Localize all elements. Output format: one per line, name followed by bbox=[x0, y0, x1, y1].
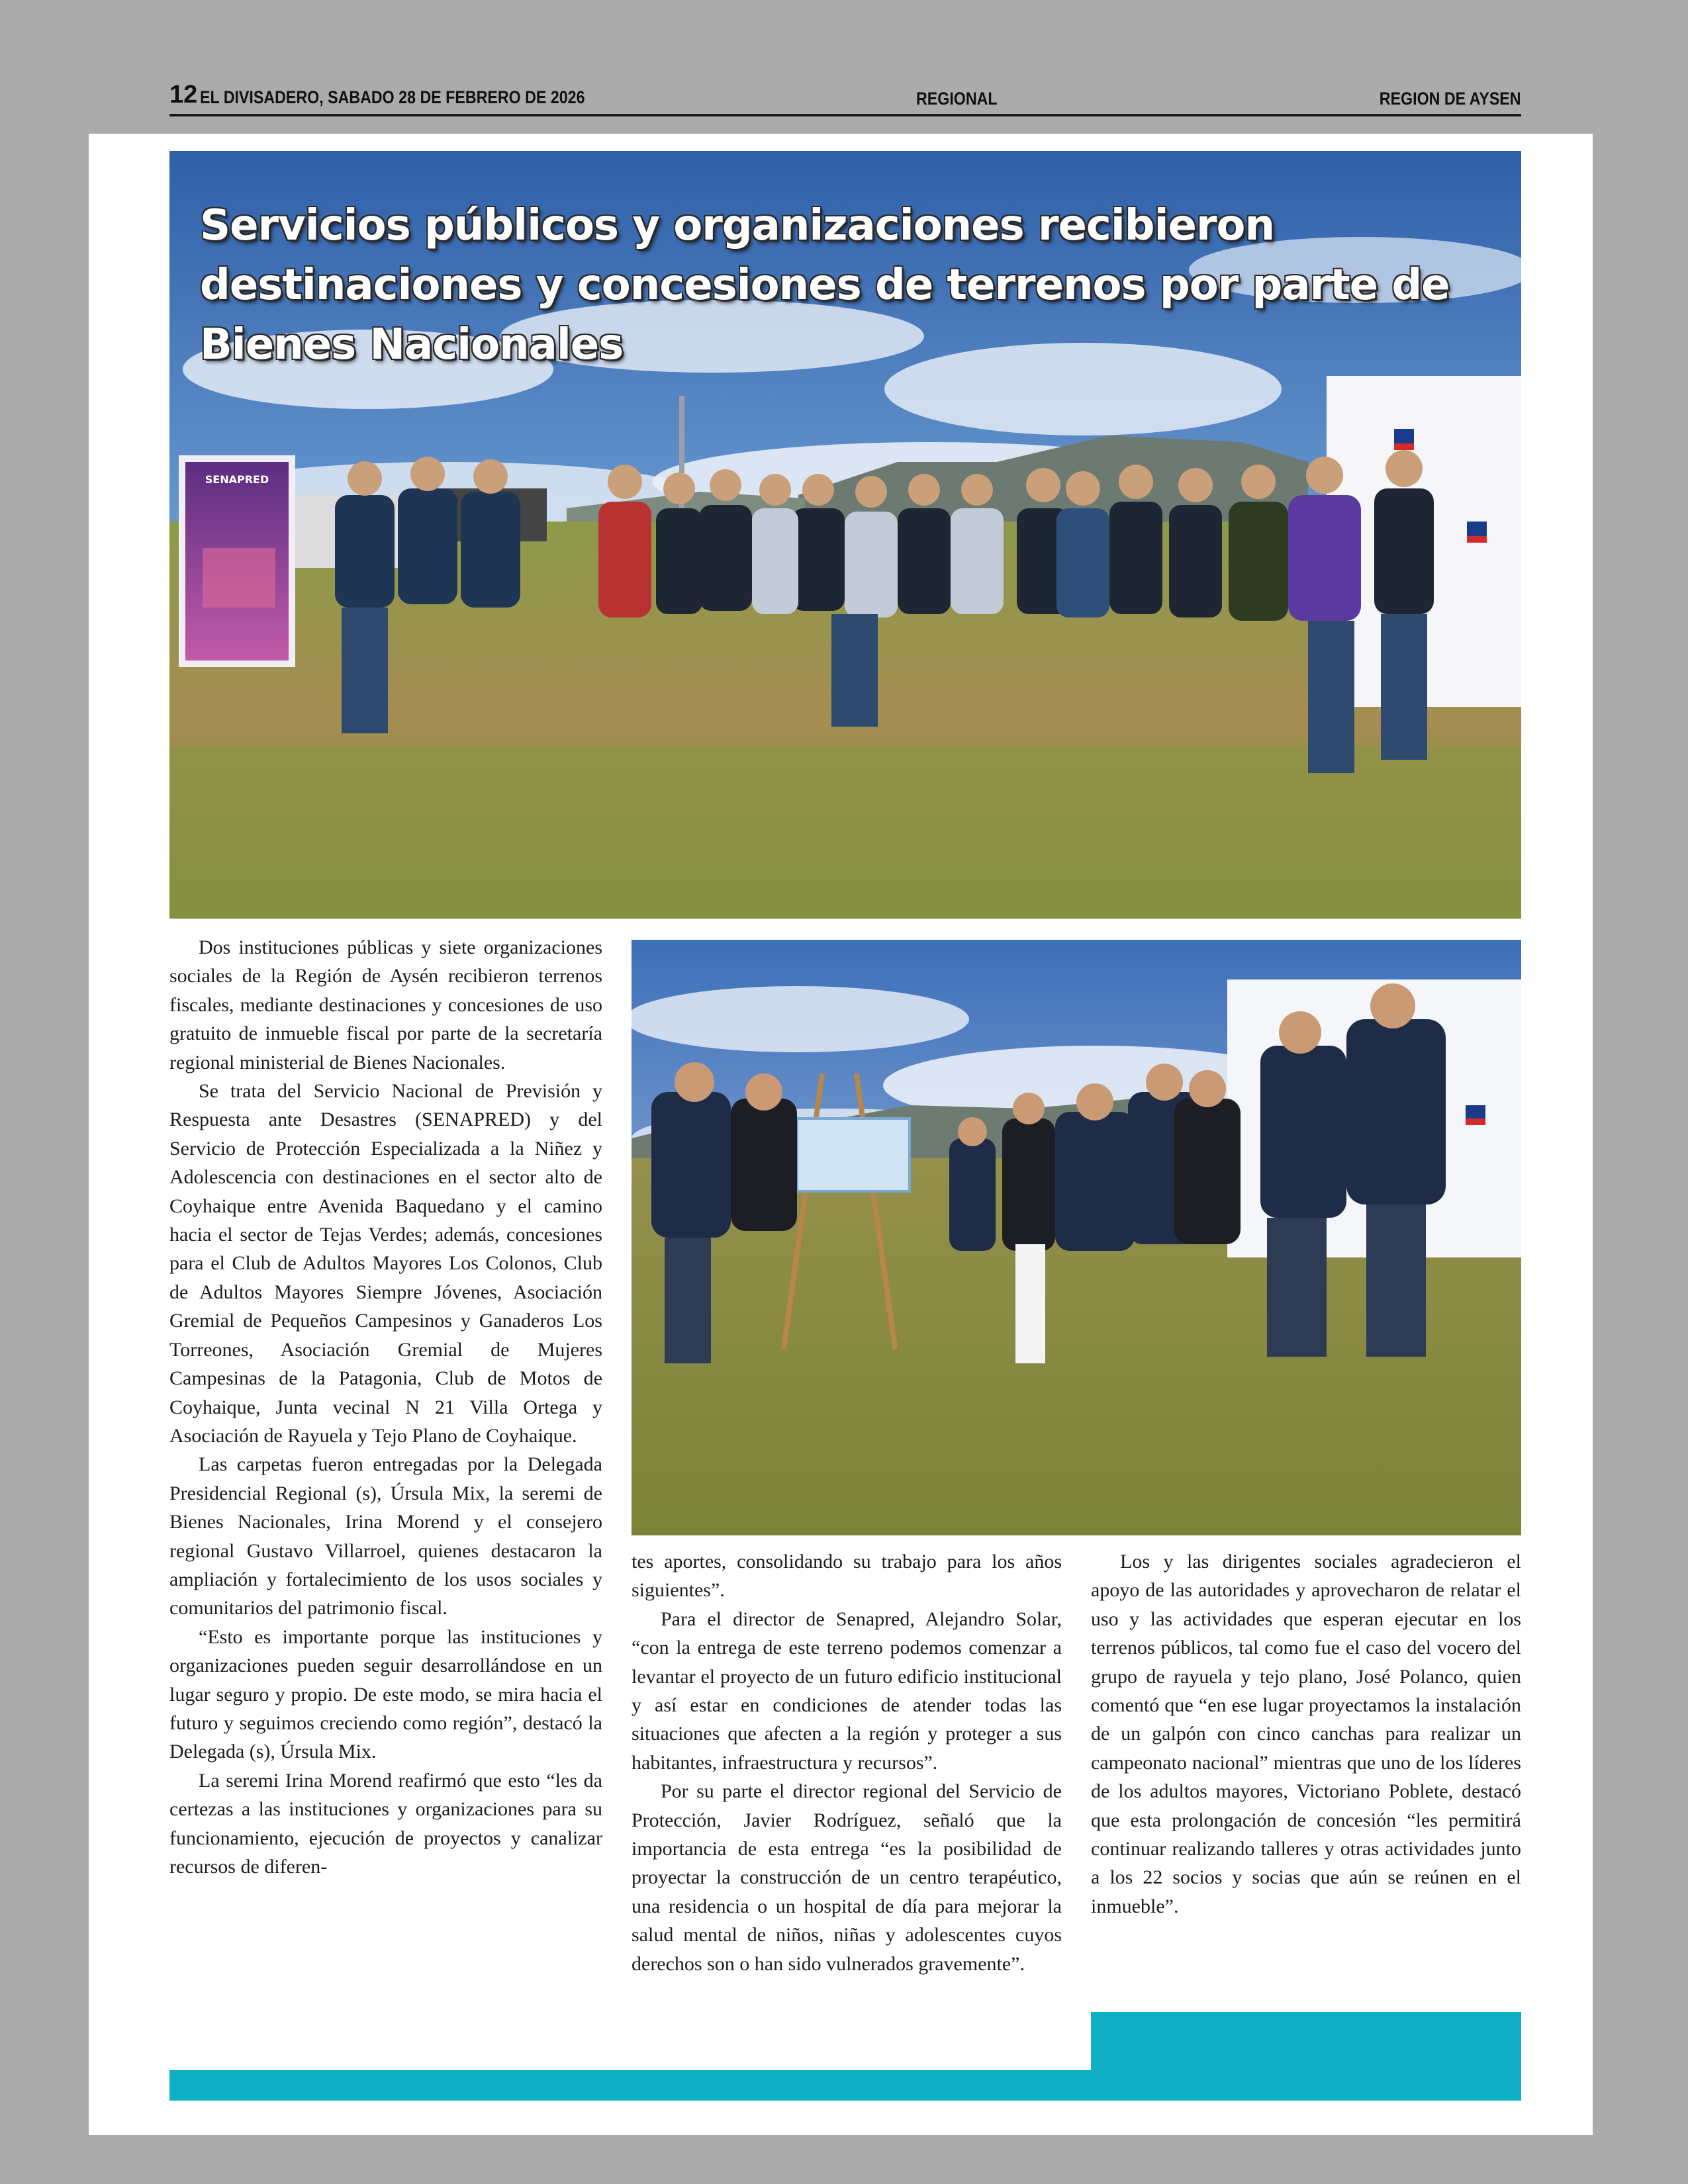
banner-title: SENAPRED bbox=[205, 473, 269, 486]
newspaper-header bbox=[169, 81, 1521, 116]
accent-block bbox=[1091, 2012, 1521, 2101]
paragraph-7: Por su parte el director regional del Servicio de Protección, Javier Rodríguez, señaló que la importancia de esta entrega “es la posibilidad de proyectar la construcción de un centro terapéutico, una residencia o un hospital de día para mejorar la salud mental de niños, niñas y adolescentes cuyos derechos son o han sido vulnerados gravemente”. bbox=[632, 1780, 1062, 1975]
paragraph-2: Se trata del Servicio Nacional de Previsión y Respuesta ante Desastres (SENAPRED) y del Servicio de Protección Especializada a la Niñez y Adolescencia con destinaciones en el sector alto de Coyhaique entre Avenida Baquedano y el camino hacia el sector de Tejas Verdes; además, concesiones para el Club de Adultos Mayores Los Colonos, Club de Adultos Mayores Siempre Jóvenes, Asociación Gremial de Pequeños Campesinos y Ganaderos Los Torreones, Asociación Gremial de Mujeres Campesinas de la Patagonia, Club de Motos de Coyhaique, Junta vecinal N 21 Villa Ortega y Asociación de Rayuela y Tejo Plano de Coyhaique. bbox=[169, 1080, 602, 1447]
article-column-3 bbox=[1091, 1547, 1521, 1921]
article-headline: Servicios públicos y organizaciones recibieron destinaciones y concesiones de terrenos por parte de Bienes Nacionales bbox=[200, 201, 1450, 369]
paragraph-8: Los y las dirigentes sociales agradecieron el apoyo de las autoridades y aprovecharon de relatar el uso y las actividades que esperan ejecutar en los terrenos públicos, tal como fue el caso del vocero del grupo de rayuela y tejo plano, José Polanco, quien comentó que “en ese lugar proyectamos la instalación de un galpón con cinco canchas para realizar un campeonato nacional” mientras que uno de los líderes de los adultos mayores, Victoriano Poblete, destacó que esta prolongación de concesión “les permitirá continuar realizando talleres y otras actividades junto a los 22 socios y socias que aún se reúnen en el inmueble”. bbox=[1091, 1551, 1521, 1917]
paragraph-1: Dos instituciones públicas y siete organizaciones sociales de la Región de Aysén recibieron terrenos fiscales, mediante destinaciones y concesiones de uso gratuito de inmueble fiscal por parte de la secretaría regional ministerial de Bienes Nacionales. bbox=[169, 936, 602, 1073]
paragraph-5-continued: tes aportes, consolidando su trabajo para los años siguientes”. bbox=[632, 1551, 1062, 1602]
paragraph-4: “Esto es importante porque las instituciones y organizaciones pueden seguir desarrollándose en un lugar seguro y propio. De este modo, se mira hacia el futuro y seguimos creciendo como región”, destacó la Delegada (s), Úrsula Mix. bbox=[169, 1625, 602, 1763]
paragraph-5: La seremi Irina Morend reafirmó que esto “les da certezas a las instituciones y organizaciones para su funcionamiento, ejecución de proyectos y canalizar recursos de diferen- bbox=[169, 1769, 602, 1878]
paragraph-3: Las carpetas fueron entregadas por la Delegada Presidencial Regional (s), Úrsula Mix, la seremi de Bienes Nacionales, Irina Morend y el consejero regional Gustavo Villarroel, quienes destacaron la ampliación y fortalecimiento de los usos sociales y comunitarios del patrimonio fiscal. bbox=[169, 1453, 602, 1619]
secondary-photo bbox=[632, 940, 1521, 1535]
paragraph-6: Para el director de Senapred, Alejandro Solar, “con la entrega de este terreno podemos comenzar a levantar el proyecto de un futuro edificio institucional y así estar en condiciones de atender todas las situaciones que afecten a la región y proteger a sus habitantes, infraestructura y recursos”. bbox=[632, 1608, 1062, 1774]
accent-bar bbox=[169, 2070, 1091, 2101]
region-label: REGION DE AYSEN bbox=[1380, 89, 1521, 109]
article-column-2 bbox=[632, 1547, 1062, 1978]
main-photo bbox=[169, 151, 1521, 919]
secondary-photo-image bbox=[632, 940, 1521, 1535]
page-number: 12 bbox=[169, 81, 198, 109]
section-label: REGIONAL bbox=[916, 89, 998, 109]
newspaper-date: EL DIVISADERO, SABADO 28 DE FEBRERO DE 2026 bbox=[200, 87, 585, 107]
article-column-1 bbox=[169, 933, 602, 1881]
